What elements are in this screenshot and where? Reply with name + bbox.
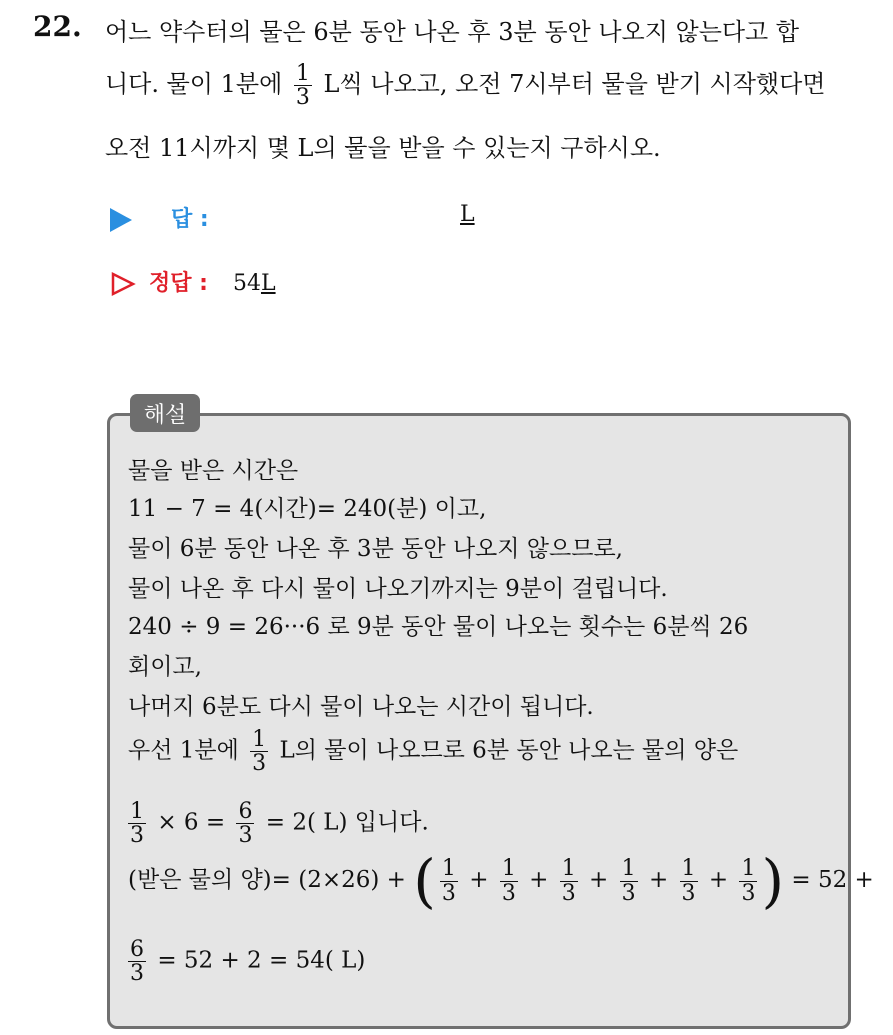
fraction-numerator: 1 [441,856,456,882]
answer-unit[interactable]: L [460,202,475,227]
fraction-denominator: 3 [741,880,756,906]
fraction-one-third [294,62,312,109]
fraction-denominator: 3 [130,961,144,987]
fraction-one-third [128,800,146,847]
explanation-line-11-end: = 52 + 2 = 54( L) [157,947,366,974]
fraction-six-thirds [128,938,146,985]
fraction-denominator: 3 [441,880,456,906]
explanation-line-10-end: = 52 + [791,867,874,893]
fraction-numerator: 1 [501,856,516,882]
fraction-one-third [620,857,638,904]
fraction-six-thirds [236,800,254,847]
question-line-2-end: L씩 나오고, 오전 7시부터 물을 받기 시작했다면 [323,70,826,99]
explanation-line-2: 11 − 7 = 4(시간)= 240(분) 이고, [128,496,487,522]
fraction-one-third [250,728,268,775]
fraction-denominator: 3 [681,880,696,906]
explanation-line-3: 물이 6분 동안 나온 후 3분 동안 나오지 않으므로, [128,536,623,562]
fraction-numerator: 1 [561,856,576,882]
fraction-numerator: 1 [621,856,636,882]
question-number: 22. [33,10,82,43]
fraction-denominator: 3 [130,823,144,849]
explanation-line-9-mid: × 6 = [157,809,226,836]
explanation-line-8-end: L의 물이 나오므로 6분 동안 나오는 물의 양은 [279,737,739,764]
correct-answer-label: 정답 : [149,271,208,296]
explanation-line-11 [128,938,365,985]
fraction-one-third [440,857,458,904]
fraction-numerator: 6 [238,799,253,824]
outline-triangle-icon [110,271,136,297]
question-line-2 [105,62,825,109]
fraction-numerator: 1 [130,799,144,824]
answer-row [110,202,610,233]
answer-label: 답 : [171,207,209,232]
explanation-line-8 [128,728,738,775]
question-line-2-start: 니다. 물이 1분에 [105,70,283,99]
fraction-numerator: 1 [681,856,696,882]
fraction-numerator: 1 [252,727,267,752]
fraction-denominator: 3 [295,85,310,111]
close-paren: ) [761,847,785,915]
explanation-line-4: 물이 나온 후 다시 물이 나오기까지는 9분이 걸립니다. [128,576,668,602]
explanation-line-9 [128,800,429,847]
fraction-denominator: 3 [252,751,267,777]
plus-sign: + [648,867,669,893]
fraction-numerator: 1 [741,856,756,882]
fraction-numerator: 1 [295,61,310,86]
fraction-one-third [739,857,757,904]
explanation-line-5: 240 ÷ 9 = 26···6 로 9분 동안 물이 나오는 횟수는 6분씩 26 [128,614,749,640]
explanation-line-10-start: (받은 물의 양)= (2×26) + [128,867,406,893]
fraction-one-third [500,857,518,904]
explanation-line-7: 나머지 6분도 다시 물이 나오는 시간이 됩니다. [128,694,594,720]
correct-answer-unit: L [260,271,276,296]
fraction-numerator: 6 [130,937,144,962]
fraction-one-third [560,857,578,904]
question-line-3: 오전 11시까지 몇 L의 물을 받을 수 있는지 구하시오. [105,134,661,162]
fraction-denominator: 3 [238,823,253,849]
fraction-one-third [680,857,698,904]
correct-answer-row [110,266,276,297]
explanation-line-8-start: 우선 1분에 [128,737,239,764]
plus-sign: + [469,867,489,893]
explanation-line-10 [128,847,874,915]
explanation-line-6: 회이고, [128,654,202,680]
open-paren: ( [413,847,436,915]
fraction-denominator: 3 [621,880,636,906]
plus-sign: + [708,867,729,893]
explanation-line-9-end: = 2( L) 입니다. [265,809,429,836]
question-line-1: 어느 약수터의 물은 6분 동안 나온 후 3분 동안 나오지 않는다고 합 [105,18,800,46]
play-triangle-icon [110,208,132,232]
fraction-denominator: 3 [561,880,576,906]
explanation-line-1: 물을 받은 시간은 [128,458,299,484]
correct-answer-value: 54 [232,271,261,296]
plus-sign: + [589,867,609,893]
explanation-tab: 해설 [130,394,200,432]
plus-sign: + [529,867,549,893]
fraction-denominator: 3 [501,880,516,906]
